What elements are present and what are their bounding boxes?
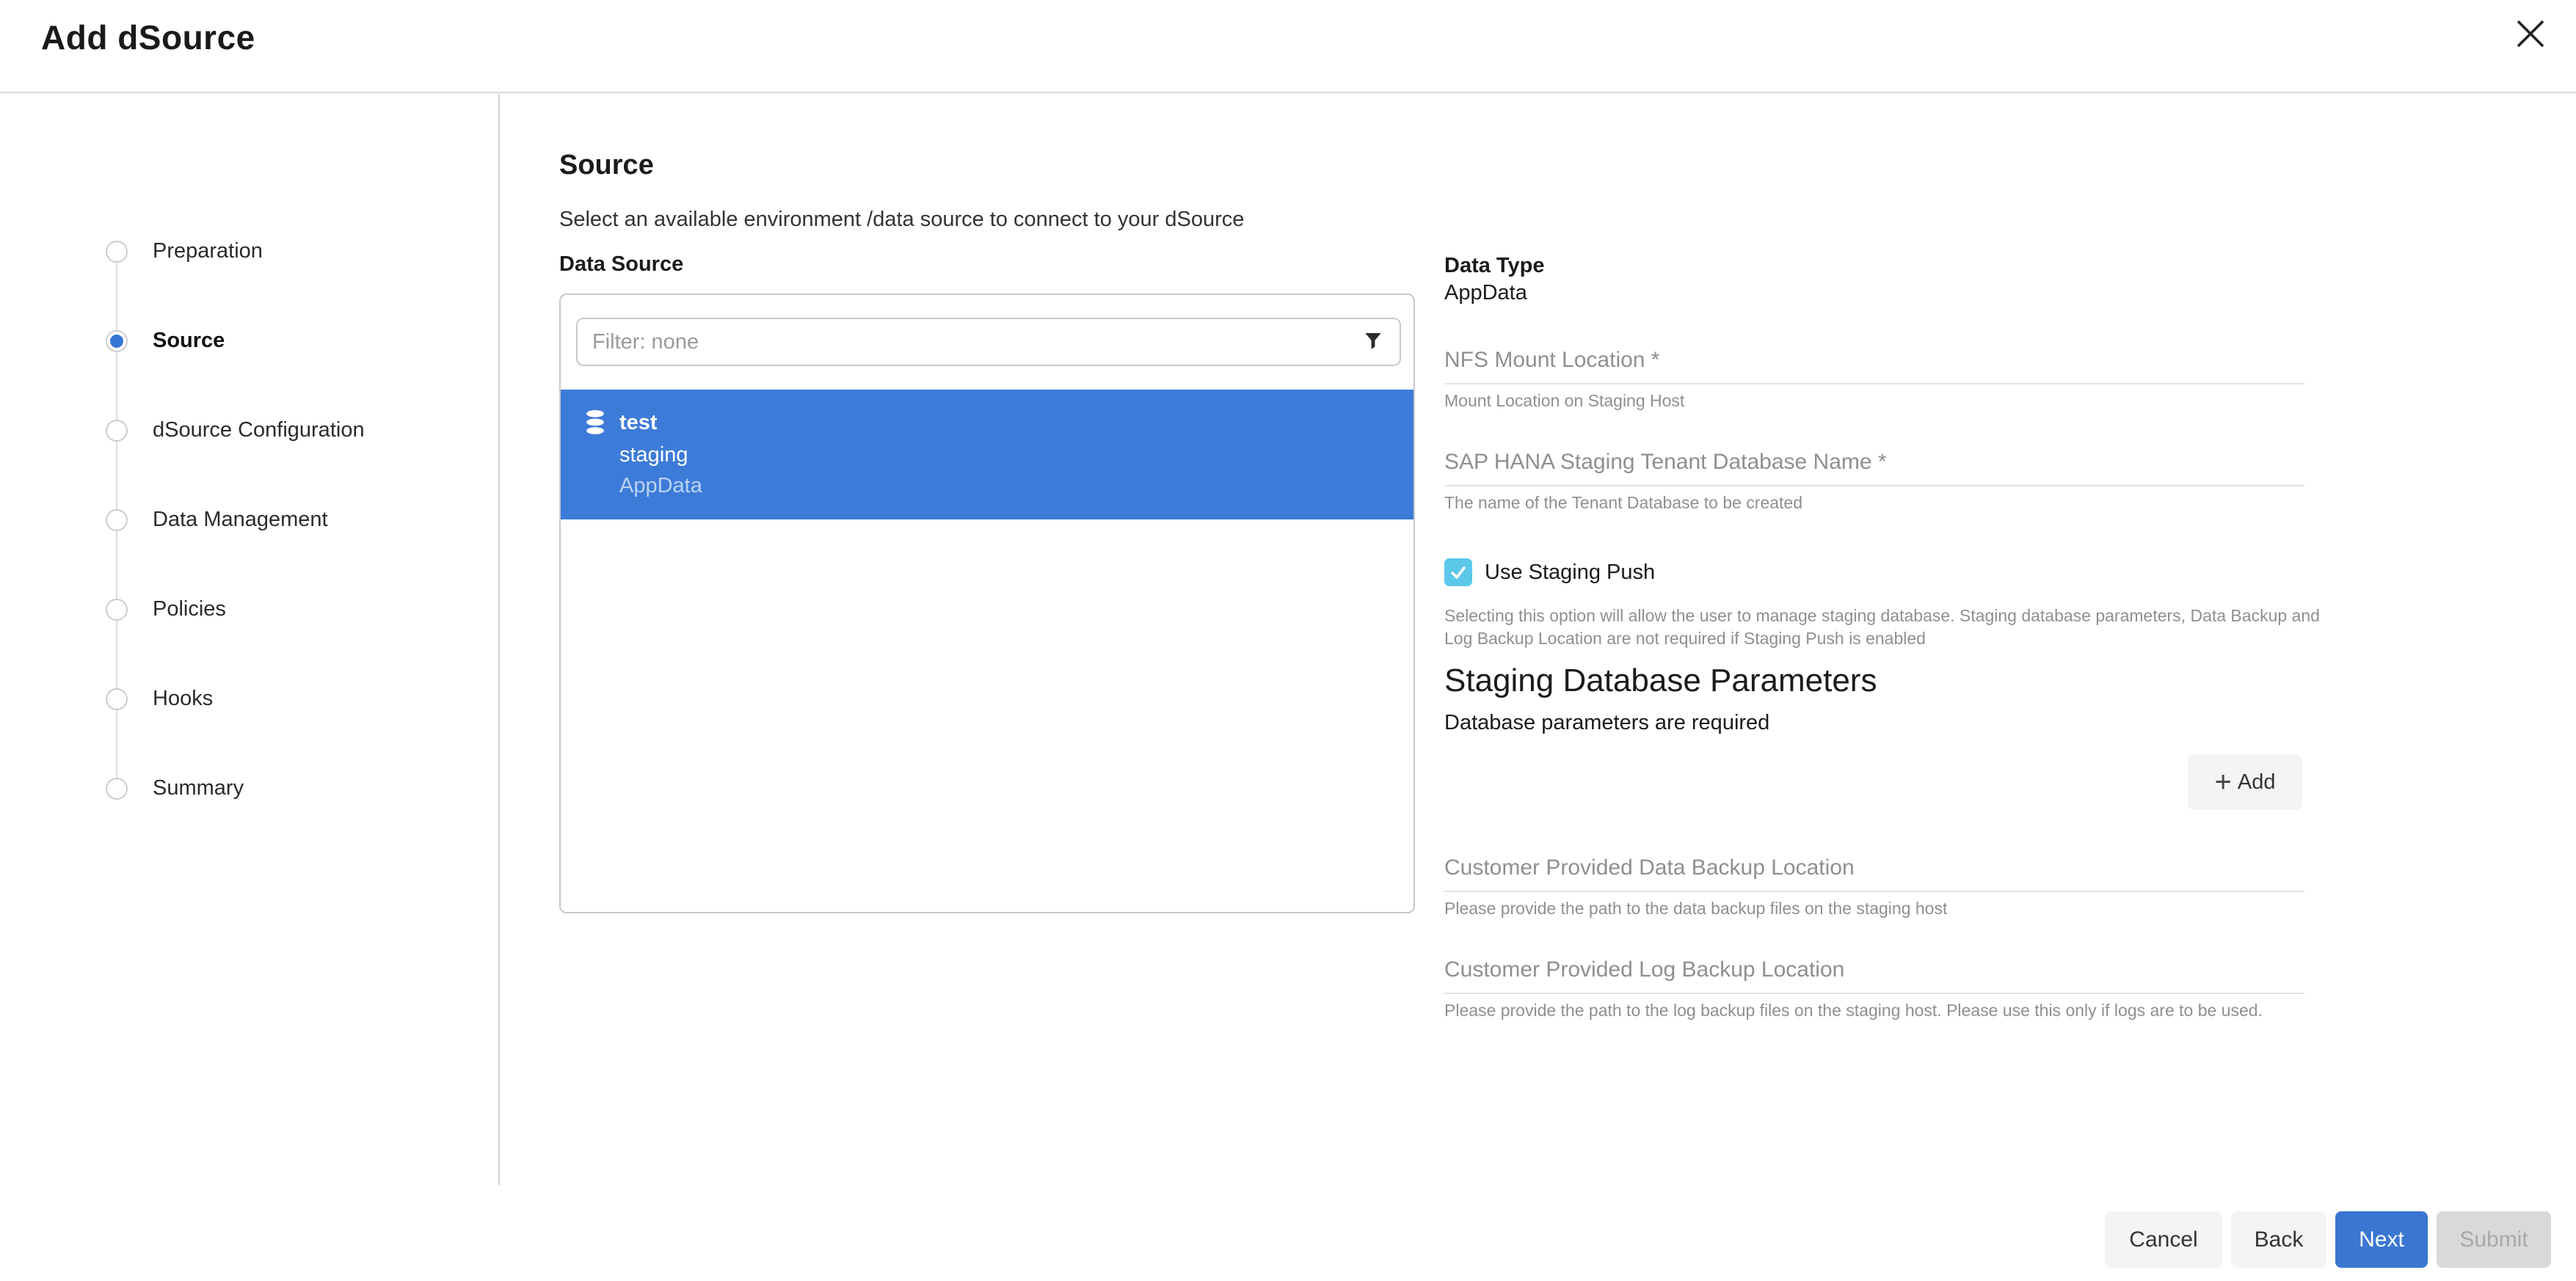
data-backup-location-field bbox=[1444, 855, 2304, 919]
step-circle-active-icon bbox=[106, 330, 128, 352]
step-circle-icon bbox=[106, 420, 128, 442]
data-type-label: Data Type bbox=[1444, 254, 1545, 277]
step-policies[interactable] bbox=[106, 597, 226, 621]
step-circle-icon bbox=[106, 688, 128, 710]
step-summary[interactable] bbox=[106, 776, 244, 800]
staging-db-parameters-subtitle: Database parameters are required bbox=[1444, 711, 1770, 734]
step-circle-icon bbox=[106, 778, 128, 800]
close-icon bbox=[2515, 18, 2546, 49]
page-subtitle: Select an available environment /data source to connect to your dSource bbox=[559, 208, 1245, 231]
plus-icon: + bbox=[2214, 766, 2232, 798]
next-button[interactable]: Next bbox=[2335, 1211, 2428, 1268]
data-backup-location-helper: Please provide the path to the data backup files on the staging host bbox=[1444, 899, 1948, 918]
filter-box bbox=[576, 318, 1401, 366]
step-label: Summary bbox=[153, 776, 244, 800]
funnel-icon[interactable] bbox=[1361, 330, 1385, 354]
use-staging-push-row[interactable] bbox=[1444, 558, 1655, 586]
use-staging-push-label: Use Staging Push bbox=[1485, 560, 1656, 584]
filter-input[interactable] bbox=[592, 330, 1361, 354]
data-source-name: test bbox=[619, 410, 658, 434]
data-source-label: Data Source bbox=[559, 252, 684, 276]
sap-hana-tenant-db-helper: The name of the Tenant Database to be created bbox=[1444, 493, 1803, 512]
page-title: Source bbox=[559, 150, 654, 180]
step-source[interactable] bbox=[106, 329, 225, 353]
sap-hana-tenant-db-field bbox=[1444, 450, 2304, 513]
nfs-mount-location-helper: Mount Location on Staging Host bbox=[1444, 391, 1685, 410]
data-type-value: AppData bbox=[1444, 281, 1527, 304]
back-button[interactable]: Back bbox=[2231, 1211, 2326, 1268]
step-label: Source bbox=[153, 329, 225, 352]
data-source-environment: staging bbox=[619, 443, 688, 467]
add-button-label: Add bbox=[2237, 770, 2276, 794]
data-source-type: AppData bbox=[619, 474, 702, 497]
log-backup-location-input[interactable] bbox=[1444, 957, 2304, 994]
step-label: Policies bbox=[153, 597, 226, 621]
step-circle-icon bbox=[106, 599, 128, 621]
database-icon bbox=[583, 409, 608, 437]
step-label: Preparation bbox=[153, 239, 263, 263]
use-staging-push-checkbox[interactable] bbox=[1444, 558, 1472, 586]
step-label: dSource Configuration bbox=[153, 418, 365, 442]
staging-db-parameters-heading: Staging Database Parameters bbox=[1444, 663, 1877, 698]
sap-hana-tenant-db-input[interactable] bbox=[1444, 450, 2304, 486]
data-source-list-item-selected[interactable] bbox=[561, 390, 1413, 519]
step-data-management[interactable] bbox=[106, 508, 328, 532]
step-circle-icon bbox=[106, 241, 128, 263]
cancel-button[interactable]: Cancel bbox=[2105, 1211, 2222, 1268]
data-source-panel bbox=[559, 293, 1415, 913]
data-backup-location-input[interactable] bbox=[1444, 855, 2304, 892]
log-backup-location-helper: Please provide the path to the log backup files on the staging host. Please use this only if logs are to be used. bbox=[1444, 1001, 2263, 1020]
step-dsource-configuration[interactable] bbox=[106, 418, 365, 442]
checkmark-icon bbox=[1449, 563, 1468, 582]
submit-button: Submit bbox=[2437, 1211, 2551, 1268]
log-backup-location-field bbox=[1444, 957, 2304, 1021]
step-label: Data Management bbox=[153, 508, 328, 531]
use-staging-push-helper: Selecting this option will allow the user to manage staging database. Staging database parameters, Data Backup and Log Backup Location are not required if Staging Push is enabled bbox=[1444, 606, 2320, 648]
nfs-mount-location-input[interactable] bbox=[1444, 348, 2304, 384]
wizard-stepper bbox=[0, 94, 498, 1185]
step-label: Hooks bbox=[153, 687, 214, 710]
sidebar-divider bbox=[498, 94, 500, 1185]
dialog-title: Add dSource bbox=[41, 18, 255, 56]
step-preparation[interactable] bbox=[106, 239, 263, 263]
step-hooks[interactable] bbox=[106, 687, 213, 711]
dialog-header bbox=[0, 0, 2576, 93]
add-parameter-button[interactable] bbox=[2188, 754, 2302, 810]
close-button[interactable] bbox=[2513, 16, 2548, 51]
nfs-mount-location-field bbox=[1444, 348, 2304, 411]
step-circle-icon bbox=[106, 509, 128, 531]
